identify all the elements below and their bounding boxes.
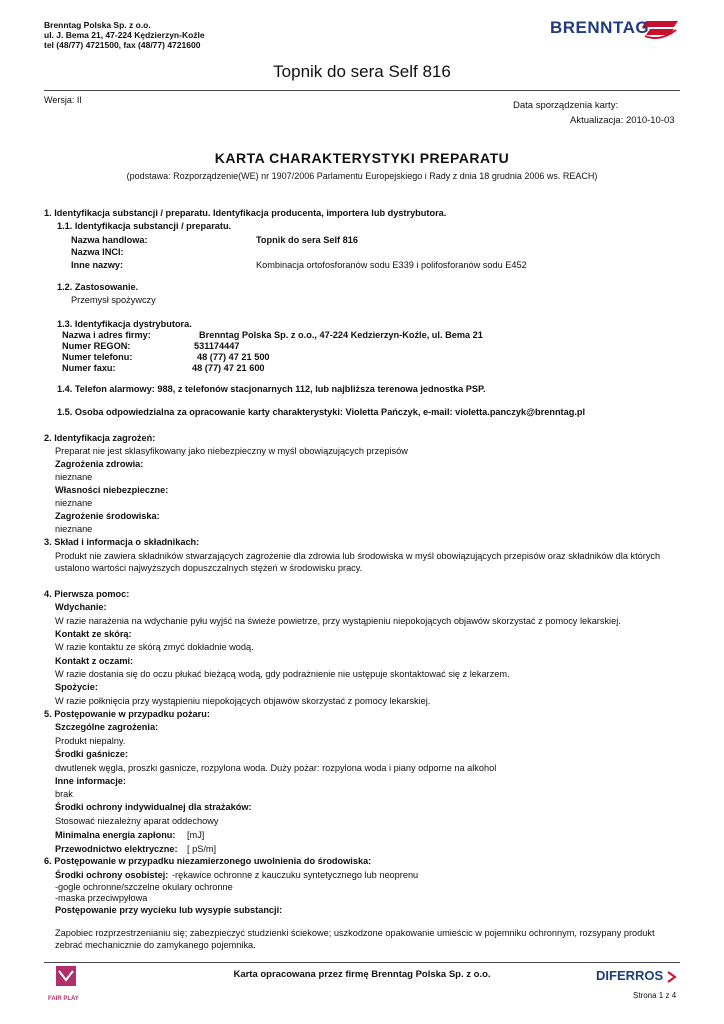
fax-value: 48 (77) 47 21 600 xyxy=(192,363,265,373)
personal-protection-goggles: -gogle ochronne/szczelne okulary ochronne xyxy=(55,882,233,892)
legal-basis: (podstawa: Rozporządzenie(WE) nr 1907/2006 Parlamentu Europejskiego i Rady z dnia 18 grudnia 2006 ws. REACH) xyxy=(126,171,598,181)
phone-label: Numer telefonu: xyxy=(62,352,133,362)
section-3-text: Produkt nie zawiera składników stwarzających zagrożenie dla zdrowia lub środowiska w myśl obowiązujących przepisów oraz składników dla których ustalono wartości najwyższych dopuszczalnych stężeń w środowisku pracy. xyxy=(55,551,661,573)
skin-contact-label: Kontakt ze skórą: xyxy=(55,629,132,639)
fair-play-text: FAIR PLAY xyxy=(48,996,79,1002)
inhalation-label: Wdychanie: xyxy=(55,602,107,612)
version-label: Wersja: II xyxy=(44,95,82,105)
company-name-label: Nazwa i adres firmy: xyxy=(62,330,151,340)
subsection-1-5: 1.5. Osoba odpowiedzialna za opracowanie karty charakterystyki: Violetta Pańczyk, e-mail: violetta.panczyk@brenntag.pl xyxy=(57,407,586,417)
company-name: Brenntag Polska Sp. z o.o. xyxy=(44,20,151,30)
ingestion-label: Spożycie: xyxy=(55,682,98,692)
other-names-value: Kombinacja ortofosforanów sodu E339 i polifosforanów sodu E452 xyxy=(256,260,527,270)
inhalation-text: W razie narażenia na wdychanie pyłu wyjść na świeże powietrze, przy wystąpieniu niepokojących objawów skorzystać z pomocy lekarskiej. xyxy=(55,616,621,626)
subsection-1-4: 1.4. Telefon alarmowy: 988, z telefonów stacjonarnych 112, lub najbliższa terenowa jednostka PSP. xyxy=(57,384,486,394)
min-ignition-energy-value: [mJ] xyxy=(187,830,205,840)
regon-label: Numer REGON: xyxy=(62,341,131,351)
hazardous-properties-label: Własności niebezpieczne: xyxy=(55,485,169,495)
extinguishing-media-label: Środki gaśnicze: xyxy=(55,749,129,759)
trade-name-label: Nazwa handlowa: xyxy=(71,235,148,245)
inci-name-label: Nazwa INCI: xyxy=(71,247,124,257)
electrical-conductivity-value: [ pS/m] xyxy=(187,844,217,854)
diferros-arrow-icon xyxy=(667,971,677,983)
product-title: Topnik do sera Self 816 xyxy=(273,62,451,81)
health-hazards-value: nieznane xyxy=(55,472,93,482)
document-title: KARTA CHARAKTERYSTYKI PREPARATU xyxy=(214,150,510,166)
regon-value: 531174447 xyxy=(194,341,240,351)
diferros-logo-text: DIFERROS xyxy=(596,968,664,983)
brenntag-logo xyxy=(550,16,680,47)
company-name-value: Brenntag Polska Sp. z o.o., 47-224 Kedzierzyn-Koźle, ul. Bema 21 xyxy=(199,330,483,340)
spill-procedure-text: Zapobiec rozprzestrzenianiu się; zabezpieczyć studzienki ściekowe; uszkodzone opakowanie umieścic w pojemniku ochronnym, rozsypany produkt zebrać mechanicznie do zamykanego pojemnika. xyxy=(55,928,655,950)
section-2-text: Preparat nie jest sklasyfikowany jako niebezpieczny w myśl obowiązujących przepisów xyxy=(55,446,408,456)
other-names-label: Inne nazwy: xyxy=(71,260,124,270)
company-address: ul. J. Bema 21, 47-224 Kędzierzyn-Koźle xyxy=(44,30,205,40)
ingestion-text: W razie połknięcia przy wystąpieniu niepokojących objawów skorzystać z pomocy lekarskiej. xyxy=(55,696,431,706)
phone-value: 48 (77) 47 21 500 xyxy=(197,352,270,362)
section-5-heading: 5. Postępowanie w przypadku pożaru: xyxy=(44,709,210,719)
skin-contact-text: W razie kontaktu ze skórą zmyć dokładnie wodą. xyxy=(55,642,254,652)
personal-protection-mask: -maska przeciwpyłowa xyxy=(55,893,148,903)
eye-contact-label: Kontakt z oczami: xyxy=(55,656,134,666)
other-info-value: brak xyxy=(55,789,73,799)
section-1-heading: 1. Identyfikacja substancji / preparatu. Identyfikacja producenta, importera lub dystrybutora. xyxy=(44,208,447,218)
trade-name-value: Topnik do sera Self 816 xyxy=(256,235,358,245)
spill-procedure-label: Postępowanie przy wycieku lub wysypie substancji: xyxy=(55,905,283,915)
hazardous-properties-value: nieznane xyxy=(55,498,93,508)
subsection-1-3: 1.3. Identyfikacja dystrybutora. xyxy=(57,319,192,329)
firefighter-protection-label: Środki ochrony indywidualnej dla strażaków: xyxy=(55,802,252,812)
subsection-1-1: 1.1. Identyfikacja substancji / preparatu. xyxy=(57,221,232,231)
diferros-logo xyxy=(596,968,677,983)
update-date: Aktualizacja: 2010-10-03 xyxy=(570,115,675,126)
personal-protection-label: Środki ochrony osobistej: xyxy=(55,870,169,880)
date-created-label: Data sporządzenia karty: xyxy=(513,100,619,111)
min-ignition-energy-label: Minimalna energia zapłonu: xyxy=(55,830,176,840)
subsection-1-2: 1.2. Zastosowanie. xyxy=(57,282,139,292)
section-3-heading: 3. Skład i informacja o składnikach: xyxy=(44,537,200,547)
header-divider xyxy=(44,90,680,91)
page-number: Strona 1 z 4 xyxy=(633,991,677,1000)
other-info-label: Inne informacje: xyxy=(55,776,126,786)
personal-protection-gloves: -rękawice ochronne z kauczuku syntetycznego lub neoprenu xyxy=(172,870,419,880)
section-4-heading: 4. Pierwsza pomoc: xyxy=(44,589,130,599)
eye-contact-text: W razie dostania się do oczu płukać bieżącą wodą, gdy podrażnienie nie ustępuje skontaktować się z lekarzem. xyxy=(55,669,510,679)
section-2-heading: 2. Identyfikacja zagrożeń: xyxy=(44,433,156,443)
special-hazards-value: Produkt niepalny. xyxy=(55,736,126,746)
footer-text: Karta opracowana przez firmę Brenntag Polska Sp. z o.o. xyxy=(233,969,491,980)
environment-hazard-label: Zagrożenie środowiska: xyxy=(55,511,160,521)
fax-label: Numer faxu: xyxy=(62,363,116,373)
section-6-heading: 6. Postępowanie w przypadku niezamierzonego uwolnienia do środowiska: xyxy=(44,856,372,866)
special-hazards-label: Szczególne zagrożenia: xyxy=(55,722,159,732)
company-address-block xyxy=(44,20,205,50)
extinguishing-media-value: dwutlenek węgla, proszki gasnicze, rozpylona woda. Duży pożar: rozpylona woda i piany odporne na alkohol xyxy=(55,763,497,773)
environment-hazard-value: nieznane xyxy=(55,524,93,534)
brenntag-logo-text: BRENNTAG xyxy=(550,18,650,37)
electrical-conductivity-label: Przewodnictwo elektryczne: xyxy=(55,844,178,854)
footer-divider xyxy=(44,962,680,963)
company-phone: tel (48/77) 4721500, fax (48/77) 4721600 xyxy=(44,40,201,50)
firefighter-protection-value: Stosować niezależny aparat oddechowy xyxy=(55,816,219,826)
application-value: Przemysł spożywczy xyxy=(71,295,156,305)
health-hazards-label: Zagrożenia zdrowia: xyxy=(55,459,144,469)
